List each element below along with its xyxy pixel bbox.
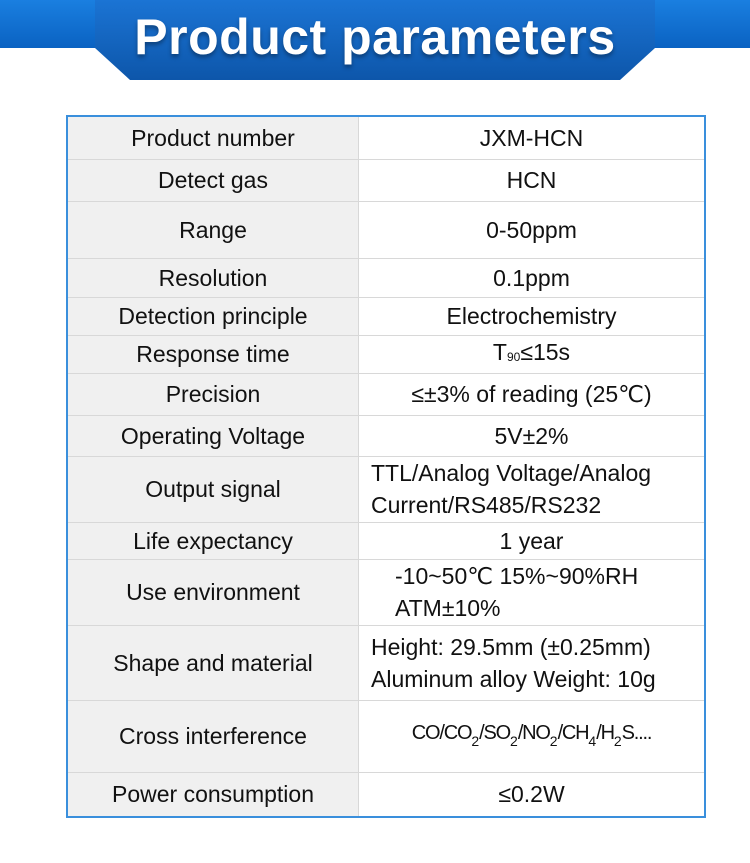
table-row	[68, 772, 704, 816]
formula-subscript: 2	[613, 733, 622, 749]
row-label: Output signal	[68, 456, 359, 522]
row-value	[359, 335, 705, 373]
row-value: Electrochemistry	[359, 297, 705, 335]
row-label: Detect gas	[68, 159, 359, 201]
row-value	[359, 700, 705, 772]
row-value: 5V±2%	[359, 415, 705, 456]
value-line: Current/RS485/RS232	[371, 492, 602, 518]
row-label: Range	[68, 201, 359, 258]
row-label: Operating Voltage	[68, 415, 359, 456]
formula-part: /CH	[557, 722, 589, 744]
row-value	[359, 456, 705, 522]
formula-part: /SO	[479, 722, 511, 744]
cross-interference-formula	[411, 722, 652, 749]
row-label: Resolution	[68, 258, 359, 297]
table-row	[68, 625, 704, 700]
row-label: Detection principle	[68, 297, 359, 335]
table-row	[68, 522, 704, 559]
table-row	[68, 297, 704, 335]
table-row	[68, 456, 704, 522]
value-line: Height: 29.5mm (±0.25mm)	[371, 633, 651, 660]
row-label: Precision	[68, 373, 359, 415]
table-row	[68, 415, 704, 456]
page-title: Product parameters	[134, 9, 616, 65]
row-label: Response time	[68, 335, 359, 373]
table-row	[68, 373, 704, 415]
row-value: ≤±3% of reading (25℃)	[359, 373, 705, 415]
table-row	[68, 335, 704, 373]
formula-part: /NO	[517, 722, 550, 744]
table-row	[68, 559, 704, 625]
formula-subscript: 2	[510, 733, 518, 749]
row-label: Life expectancy	[68, 522, 359, 559]
row-label: Product number	[68, 117, 359, 159]
value-line: ATM±10%	[395, 595, 501, 621]
parameters-table	[66, 115, 706, 818]
formula-part: /H	[596, 722, 614, 744]
table-row	[68, 159, 704, 201]
row-value: 0-50ppm	[359, 201, 705, 258]
table-row	[68, 700, 704, 772]
row-value: ≤0.2W	[359, 772, 705, 816]
response-time-suffix: ≤15s	[520, 338, 571, 365]
row-value: HCN	[359, 159, 705, 201]
row-value: 0.1ppm	[359, 258, 705, 297]
formula-part: S....	[621, 722, 652, 744]
table-row	[68, 117, 704, 159]
row-value: 1 year	[359, 522, 705, 559]
row-label: Use environment	[68, 559, 359, 625]
row-label: Shape and material	[68, 625, 359, 700]
value-line: -10~50℃ 15%~90%RH	[395, 563, 639, 589]
response-time-subscript: 90	[506, 349, 521, 364]
table-row	[68, 258, 704, 297]
formula-part: CO/CO	[411, 722, 472, 744]
response-time-prefix: T	[492, 338, 507, 365]
row-value	[359, 625, 705, 700]
row-value	[359, 559, 705, 625]
header-banner	[0, 0, 750, 82]
value-line: Aluminum alloy Weight: 10g	[371, 665, 656, 692]
row-value: JXM-HCN	[359, 117, 705, 159]
value-line: TTL/Analog Voltage/Analog	[371, 460, 652, 486]
formula-subscript: 2	[471, 733, 480, 749]
row-label: Cross interference	[68, 700, 359, 772]
formula-subscript: 2	[549, 733, 558, 749]
formula-subscript: 4	[588, 733, 597, 749]
table-row	[68, 201, 704, 258]
row-label: Power consumption	[68, 772, 359, 816]
